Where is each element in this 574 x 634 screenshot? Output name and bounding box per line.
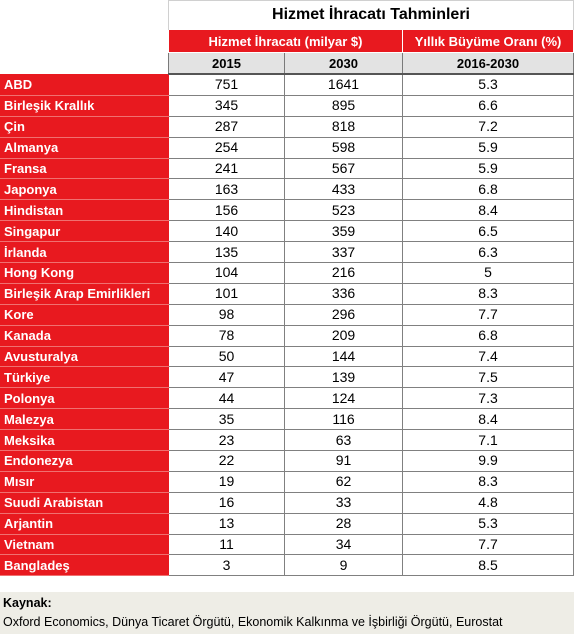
value-2030-cell: 116 <box>285 409 403 430</box>
table-row <box>1 409 574 430</box>
value-2030-cell: 523 <box>285 200 403 221</box>
country-cell: Mısır <box>1 471 169 492</box>
value-2015-cell: 3 <box>169 555 285 576</box>
value-2015-cell: 50 <box>169 346 285 367</box>
table-row <box>1 388 574 409</box>
value-2030-cell: 433 <box>285 179 403 200</box>
growth-rate-cell: 5.9 <box>403 158 574 179</box>
value-2015-cell: 751 <box>169 74 285 95</box>
table-row <box>1 534 574 555</box>
country-cell: Polonya <box>1 388 169 409</box>
value-2030-cell: 1641 <box>285 74 403 95</box>
table-body <box>1 74 574 576</box>
value-2030-cell: 124 <box>285 388 403 409</box>
year-2015-header: 2015 <box>169 53 285 75</box>
country-cell: Çin <box>1 116 169 137</box>
country-cell: Türkiye <box>1 367 169 388</box>
country-cell: Arjantin <box>1 513 169 534</box>
growth-rate-cell: 4.8 <box>403 492 574 513</box>
country-cell: Singapur <box>1 221 169 242</box>
table-row <box>1 137 574 158</box>
table-row <box>1 513 574 534</box>
value-2015-cell: 22 <box>169 451 285 472</box>
table-row <box>1 221 574 242</box>
growth-rate-cell: 8.4 <box>403 409 574 430</box>
country-cell: Suudi Arabistan <box>1 492 169 513</box>
value-2015-cell: 35 <box>169 409 285 430</box>
growth-rate-cell: 5.3 <box>403 74 574 95</box>
table-row <box>1 430 574 451</box>
table-row <box>1 367 574 388</box>
table-row <box>1 492 574 513</box>
table-row <box>1 95 574 116</box>
value-2030-cell: 139 <box>285 367 403 388</box>
growth-rate-cell: 6.8 <box>403 179 574 200</box>
value-2030-cell: 336 <box>285 283 403 304</box>
growth-rate-cell: 7.1 <box>403 430 574 451</box>
country-cell: Malezya <box>1 409 169 430</box>
value-2015-cell: 44 <box>169 388 285 409</box>
source-label: Kaynak: <box>3 596 52 610</box>
growth-rate-cell: 5 <box>403 263 574 284</box>
value-2030-cell: 296 <box>285 304 403 325</box>
exports-header: Hizmet İhracatı (milyar $) <box>169 30 403 53</box>
value-2030-cell: 895 <box>285 95 403 116</box>
country-cell: ABD <box>1 74 169 95</box>
value-2015-cell: 104 <box>169 263 285 284</box>
table-row <box>1 74 574 95</box>
table-title: Hizmet İhracatı Tahminleri <box>169 1 574 30</box>
country-cell: Fransa <box>1 158 169 179</box>
growth-rate-cell: 7.2 <box>403 116 574 137</box>
growth-rate-cell: 5.3 <box>403 513 574 534</box>
growth-rate-cell: 6.8 <box>403 325 574 346</box>
value-2030-cell: 33 <box>285 492 403 513</box>
year-2030-header: 2030 <box>285 53 403 75</box>
value-2030-cell: 209 <box>285 325 403 346</box>
value-2015-cell: 140 <box>169 221 285 242</box>
corner-blank-3 <box>1 53 169 75</box>
growth-rate-cell: 6.6 <box>403 95 574 116</box>
source-box <box>0 592 574 634</box>
growth-rate-cell: 8.5 <box>403 555 574 576</box>
growth-rate-cell: 7.4 <box>403 346 574 367</box>
value-2015-cell: 287 <box>169 116 285 137</box>
country-cell: Vietnam <box>1 534 169 555</box>
growth-rate-cell: 8.3 <box>403 283 574 304</box>
growth-rate-cell: 8.4 <box>403 200 574 221</box>
country-cell: Birleşik Krallık <box>1 95 169 116</box>
table-row <box>1 555 574 576</box>
value-2015-cell: 11 <box>169 534 285 555</box>
value-2030-cell: 62 <box>285 471 403 492</box>
growth-rate-cell: 8.3 <box>403 471 574 492</box>
value-2015-cell: 156 <box>169 200 285 221</box>
growth-rate-cell: 6.5 <box>403 221 574 242</box>
growth-rate-cell: 6.3 <box>403 242 574 263</box>
growth-rate-cell: 7.7 <box>403 304 574 325</box>
table-row <box>1 116 574 137</box>
growth-rate-cell: 7.7 <box>403 534 574 555</box>
table-row <box>1 263 574 284</box>
growth-header: Yıllık Büyüme Oranı (%) <box>403 30 574 53</box>
table-row <box>1 179 574 200</box>
growth-rate-cell: 9.9 <box>403 451 574 472</box>
value-2015-cell: 19 <box>169 471 285 492</box>
value-2030-cell: 34 <box>285 534 403 555</box>
value-2030-cell: 144 <box>285 346 403 367</box>
value-2015-cell: 13 <box>169 513 285 534</box>
growth-rate-cell: 5.9 <box>403 137 574 158</box>
value-2030-cell: 567 <box>285 158 403 179</box>
value-2015-cell: 16 <box>169 492 285 513</box>
country-cell: Kanada <box>1 325 169 346</box>
country-cell: Hindistan <box>1 200 169 221</box>
value-2030-cell: 91 <box>285 451 403 472</box>
country-cell: Bangladeş <box>1 555 169 576</box>
value-2015-cell: 98 <box>169 304 285 325</box>
period-header: 2016-2030 <box>403 53 574 75</box>
table-row <box>1 304 574 325</box>
country-cell: Japonya <box>1 179 169 200</box>
table-row <box>1 283 574 304</box>
value-2030-cell: 818 <box>285 116 403 137</box>
value-2015-cell: 47 <box>169 367 285 388</box>
table-row <box>1 346 574 367</box>
corner-blank <box>1 1 169 30</box>
growth-rate-cell: 7.3 <box>403 388 574 409</box>
value-2030-cell: 216 <box>285 263 403 284</box>
value-2015-cell: 241 <box>169 158 285 179</box>
country-cell: Avusturalya <box>1 346 169 367</box>
country-cell: Endonezya <box>1 451 169 472</box>
corner-blank-2 <box>1 30 169 53</box>
table-row <box>1 158 574 179</box>
country-cell: İrlanda <box>1 242 169 263</box>
value-2030-cell: 28 <box>285 513 403 534</box>
country-cell: Birleşik Arap Emirlikleri <box>1 283 169 304</box>
country-cell: Meksika <box>1 430 169 451</box>
value-2015-cell: 163 <box>169 179 285 200</box>
country-cell: Kore <box>1 304 169 325</box>
table-row <box>1 325 574 346</box>
value-2015-cell: 23 <box>169 430 285 451</box>
table-row <box>1 200 574 221</box>
value-2015-cell: 135 <box>169 242 285 263</box>
country-cell: Almanya <box>1 137 169 158</box>
table-row <box>1 471 574 492</box>
value-2030-cell: 598 <box>285 137 403 158</box>
growth-rate-cell: 7.5 <box>403 367 574 388</box>
value-2015-cell: 254 <box>169 137 285 158</box>
table-row <box>1 242 574 263</box>
table-row <box>1 451 574 472</box>
country-cell: Hong Kong <box>1 263 169 284</box>
value-2015-cell: 101 <box>169 283 285 304</box>
value-2015-cell: 345 <box>169 95 285 116</box>
value-2030-cell: 63 <box>285 430 403 451</box>
value-2030-cell: 337 <box>285 242 403 263</box>
value-2030-cell: 359 <box>285 221 403 242</box>
value-2015-cell: 78 <box>169 325 285 346</box>
value-2030-cell: 9 <box>285 555 403 576</box>
source-text: Oxford Economics, Dünya Ticaret Örgütü, Ekonomik Kalkınma ve İşbirliği Örgütü, Eurostat <box>3 615 503 629</box>
